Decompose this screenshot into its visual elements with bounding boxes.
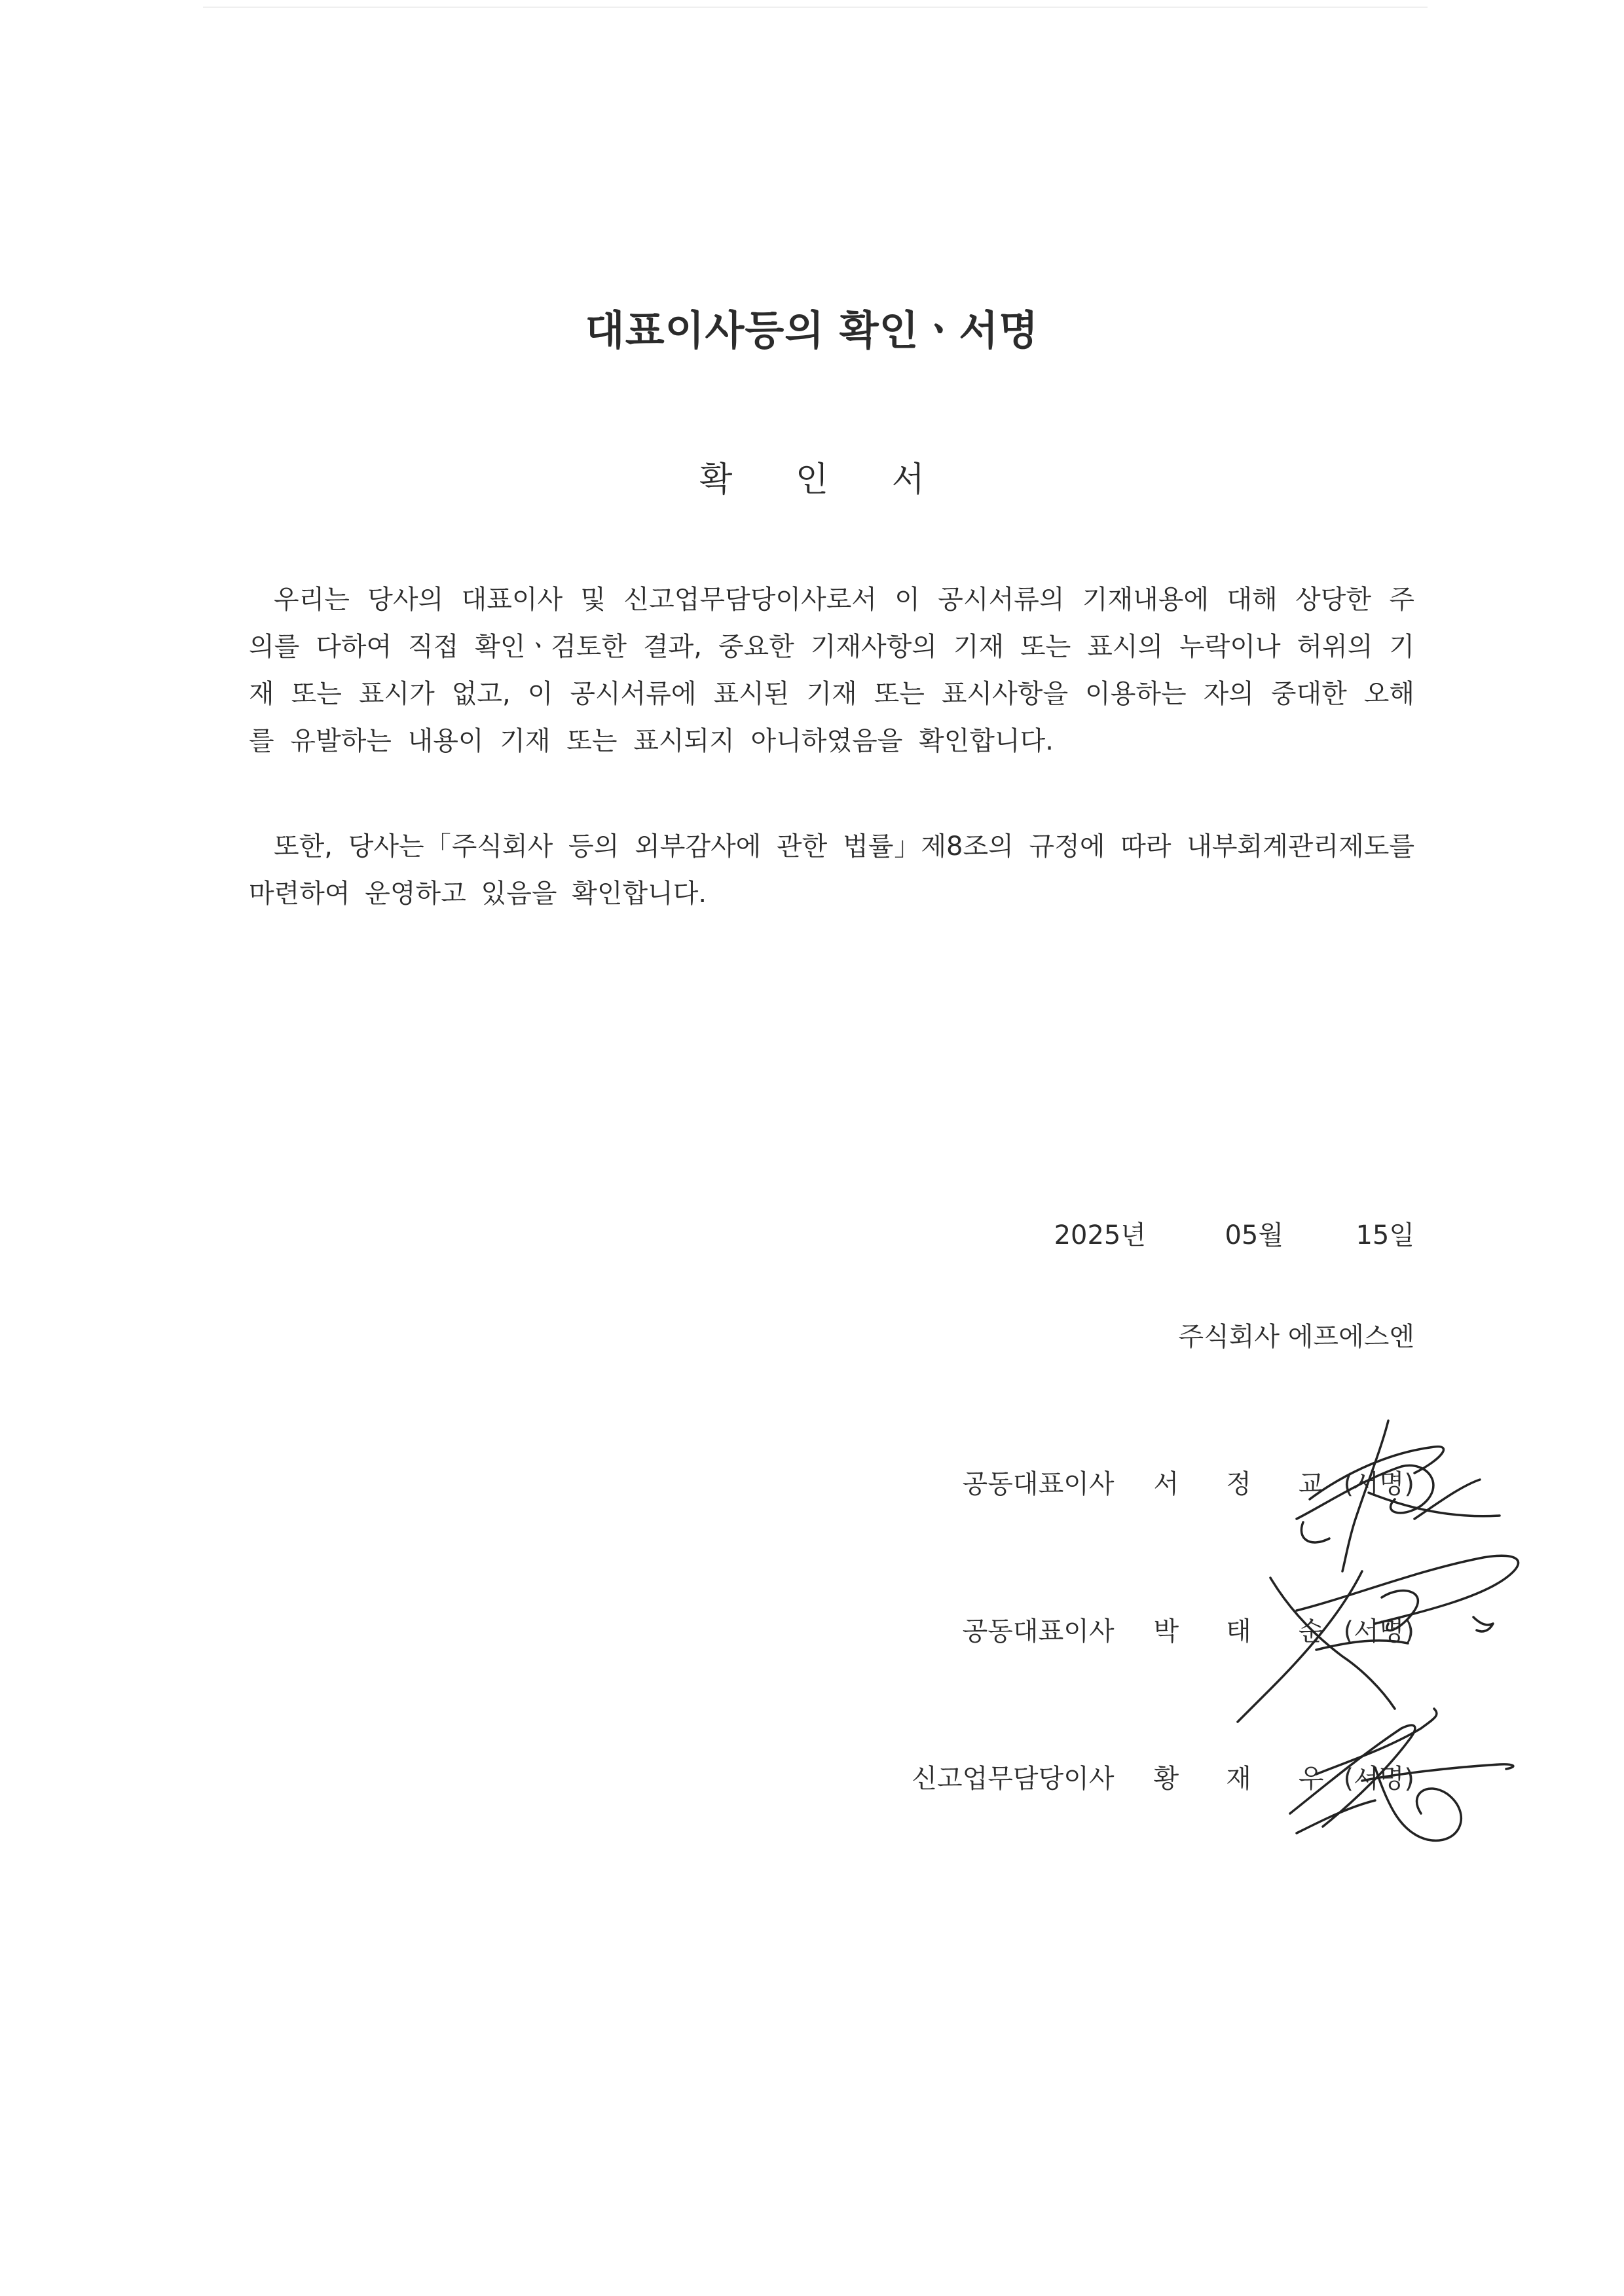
- signing-date: [1015, 1214, 1414, 1252]
- date-month: 05월: [1225, 1220, 1283, 1250]
- signatory-name: [1154, 1463, 1324, 1501]
- document-subtitle: 확 인 서: [699, 460, 951, 500]
- signatory-row: [963, 1463, 1414, 1501]
- name-char: 우: [1298, 1764, 1324, 1794]
- name-char: 황: [1153, 1764, 1179, 1794]
- name-char: 박: [1153, 1616, 1179, 1647]
- signature-mark-label: (서명): [1343, 1764, 1414, 1794]
- signatory-row: [963, 1611, 1414, 1648]
- scan-edge-line: [203, 7, 1428, 8]
- signatory-name: [1154, 1758, 1324, 1795]
- confirmation-paragraph-2: 또한, 당사는「주식회사 등의 외부감사에 관한 법률」제8조의 규정에 따라 내부회계관리제도를 마련하여 운영하고 있음을 확인합니다.: [249, 831, 1414, 909]
- name-char: 순: [1298, 1616, 1324, 1647]
- signature-mark-label: (서명): [1343, 1469, 1414, 1499]
- signatory-role: 공동대표이사: [962, 1616, 1115, 1647]
- date-year: 2025년: [1054, 1220, 1146, 1250]
- name-char: 서: [1153, 1469, 1179, 1499]
- signature-mark-label: (서명): [1343, 1616, 1414, 1647]
- name-char: 정: [1226, 1469, 1251, 1499]
- name-char: 태: [1226, 1616, 1251, 1647]
- document-title: 대표이사등의 확인ㆍ서명: [585, 306, 1039, 354]
- signatory-role: 공동대표이사: [962, 1469, 1115, 1499]
- date-day: 15일: [1356, 1220, 1414, 1250]
- signatory-row: [912, 1758, 1414, 1795]
- signatory-role: 신고업무담당이사: [912, 1764, 1115, 1794]
- name-char: 교: [1298, 1469, 1324, 1499]
- name-char: 재: [1226, 1764, 1251, 1794]
- company-name: 주식회사 에프에스엔: [1178, 1322, 1414, 1352]
- signatory-name: [1154, 1611, 1324, 1648]
- confirmation-paragraph-1: 우리는 당사의 대표이사 및 신고업무담당이사로서 이 공시서류의 기재내용에 대해 상당한 주의를 다하여 직접 확인ㆍ검토한 결과, 중요한 기재사항의 기재 또는 표시의 누락이나 허위의 기재 또는 표시가 없고, 이 공시서류에 표시된 기재 또는 표시사항을 이용하는 자의 중대한 오해를 유발하는 내용이 기재 또는 표시되지 아니하였음을 확인합니다.: [249, 585, 1414, 756]
